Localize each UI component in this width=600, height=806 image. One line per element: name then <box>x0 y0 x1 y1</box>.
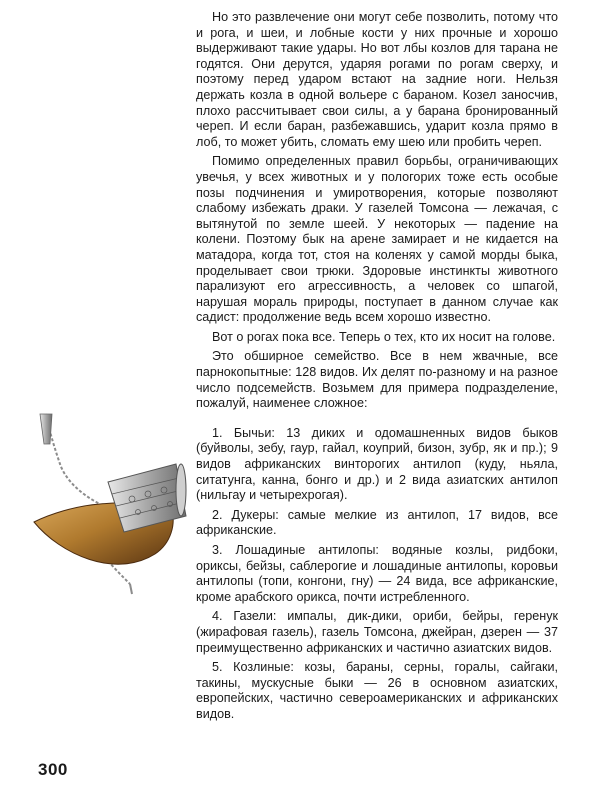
paragraph: Но это развлечение они могут себе позволить, потому что и рога, и шеи, и лобные кости у них прочные и хорошо выдерживают такие удары. Но вот лбы козлов для тарана не годятся. Они дерутся, ударяя рогами по рогам сверху, и поэтому перед ударом встают на задние ноги. Нельзя держать козла в одной вольере с бараном. Козел заносчив, плохо рассчитывает свои силы, а у барана бронированный череп. И если баран, разбежавшись, ударит козла прямо в лоб, то может убить, сломать ему шею или пробить череп. <box>196 10 558 149</box>
paragraph: Вот о рогах пока все. Теперь о тех, кто их носит на голове. <box>212 329 556 344</box>
list-item: 2. Дукеры: самые мелкие из антилоп, 17 видов, все африканские. <box>196 507 558 538</box>
list-item: 3. Лошадиные антилопы: водяные козлы, ридбоки, ориксы, бейзы, саблерогие и лошадиные антилопы, коровьи антилопы (топи, конгони, гну) — 24 вида, все африканские, кроме арабского орикса, почти истребленного. <box>196 543 558 604</box>
paragraph: Помимо определенных правил борьбы, ограничивающих увечья, у всех животных и у пологорих тоже есть особые позы подчинения и умиротворения, которые позволяют слабому избежать драки. У газелей Томсона — лежачая, с вытянутой по земле шеей. У некоторых — падение на колени. Поэтому бык на арене замирает и не кидается на матадора, когда тот, стоя на коленях у самой морды быка, проделывает свои трюки. Здоровые инстинкты животного парализуют его агрессивность, а человек со шпагой, нарушая мораль природы, поступает в данном случае как садист: продолжение ведь всем хорошо известно. <box>196 154 558 325</box>
text-column <box>196 10 558 727</box>
list-item: 1. Бычьи: 13 диких и одомашненных видов быков (буйволы, зебу, гаур, гайал, коуприй, бизон, зубр, як и пр.); 9 видов африканских винторогих антилоп (куду, ньяла, ситатунга, канна, бонго и др.) и 2 вида азиатских антилоп (нильгау и четырехрогая). <box>196 425 558 503</box>
drinking-horn-icon <box>20 404 195 604</box>
drinking-horn-illustration <box>20 404 195 604</box>
list-item: 5. Козлиные: козы, бараны, серны, горалы, сайгаки, такины, мускусные быки — 26 в основном азиатских, европейских, частично североамериканских и африканских видов. <box>196 660 558 721</box>
page-number: 300 <box>38 760 68 779</box>
paragraph: Это обширное семейство. Все в нем жвачные, все парнокопытные: 128 видов. Их делят по-разному и на разное число подсемейств. Возьмем для примера подразделение, пожалуй, наименее сложное: <box>196 349 558 411</box>
list-item: 4. Газели: импалы, дик-дики, ориби, бейры, геренук (жирафовая газель), газель Томсона, джейран, дзерен — 37 преимущественно африканских и частично азиатских видов. <box>196 609 558 655</box>
